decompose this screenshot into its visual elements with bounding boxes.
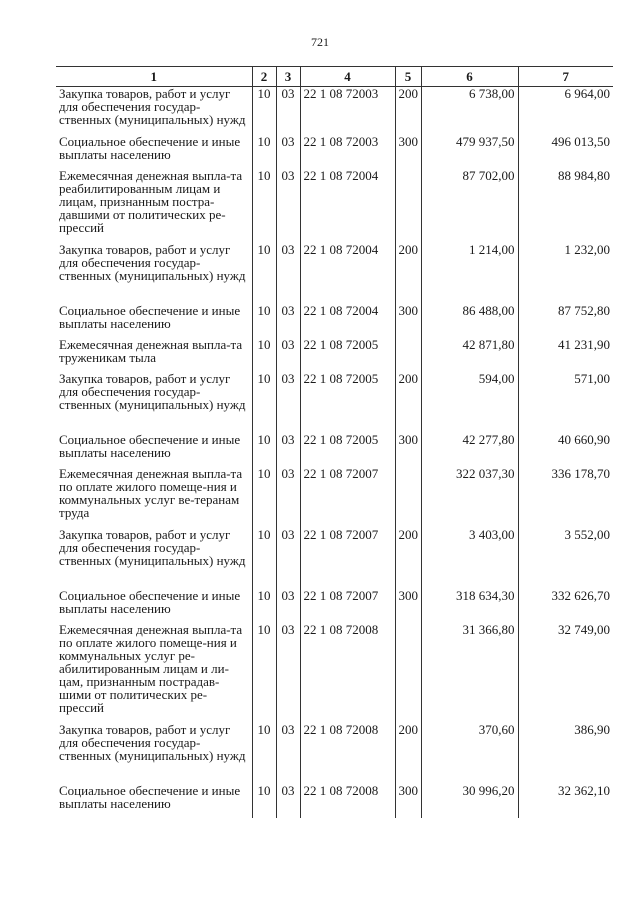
row-subsection: 03 [276,528,300,589]
row-name: Ежемесячная денежная выпла-та по оплате жилого помеще-ния и коммунальных услуг ре-абилитированным лицам и ли-цам, признанным пострадав-шими от политических ре-прессий [59,622,243,715]
row-amount-1: 42 277,80 [421,433,518,467]
row-section: 10 [252,467,276,528]
row-amount-1: 370,60 [421,723,518,784]
row-amount-1: 318 634,30 [421,589,518,623]
row-subsection: 03 [276,338,300,372]
row-name: Ежемесячная денежная выпла-та по оплате жилого помеще-ния и коммунальных услуг ве-теранам труда [59,466,243,520]
table-row [56,528,613,589]
row-name: Закупка товаров, работ и услуг для обеспечения государ-ственных (муниципальных) нужд [59,86,246,127]
page-number: 721 [311,35,329,49]
row-expense-type: 200 [395,372,421,433]
header-col-5: 5 [395,67,421,87]
row-name: Социальное обеспечение и иные выплаты населению [59,134,241,162]
row-expense-type: 300 [395,433,421,467]
row-expense-type: 200 [395,528,421,589]
row-target-code: 22 1 08 72008 [300,784,395,818]
table-row [56,784,613,818]
row-amount-1: 322 037,30 [421,467,518,528]
row-name: Социальное обеспечение и иные выплаты населению [59,432,241,460]
row-target-code: 22 1 08 72004 [300,304,395,338]
row-target-code: 22 1 08 72005 [300,338,395,372]
row-amount-2: 40 660,90 [518,433,613,467]
header-col-4: 4 [300,67,395,87]
row-target-code: 22 1 08 72003 [300,135,395,169]
row-expense-type: 300 [395,784,421,818]
row-target-code: 22 1 08 72007 [300,528,395,589]
header-col-1: 1 [56,67,252,87]
row-amount-2: 32 749,00 [518,623,613,723]
row-target-code: 22 1 08 72008 [300,723,395,784]
row-section: 10 [252,169,276,243]
row-name: Социальное обеспечение и иные выплаты населению [59,303,241,331]
row-target-code: 22 1 08 72007 [300,467,395,528]
row-name: Ежемесячная денежная выпла-та реабилитированным лицам и лицам, признанным постра-давшими от политических ре-прессий [59,168,243,235]
row-section: 10 [252,135,276,169]
row-name: Закупка товаров, работ и услуг для обеспечения государ-ственных (муниципальных) нужд [59,371,246,412]
table-row [56,243,613,304]
row-amount-1: 87 702,00 [421,169,518,243]
row-target-code: 22 1 08 72005 [300,433,395,467]
row-subsection: 03 [276,433,300,467]
row-amount-2: 336 178,70 [518,467,613,528]
budget-table [56,66,613,818]
row-amount-1: 3 403,00 [421,528,518,589]
table-row [56,135,613,169]
row-amount-2: 3 552,00 [518,528,613,589]
row-amount-2: 41 231,90 [518,338,613,372]
row-section: 10 [252,723,276,784]
row-expense-type: 200 [395,723,421,784]
table-row [56,467,613,528]
row-subsection: 03 [276,372,300,433]
header-col-2: 2 [252,67,276,87]
row-target-code: 22 1 08 72007 [300,589,395,623]
row-subsection: 03 [276,304,300,338]
table-header [56,67,613,87]
row-subsection: 03 [276,467,300,528]
row-amount-1: 6 738,00 [421,87,518,135]
row-name: Социальное обеспечение и иные выплаты населению [59,783,241,811]
row-expense-type [395,338,421,372]
row-name: Закупка товаров, работ и услуг для обеспечения государ-ственных (муниципальных) нужд [59,722,246,763]
row-subsection: 03 [276,589,300,623]
row-target-code: 22 1 08 72005 [300,372,395,433]
header-col-3: 3 [276,67,300,87]
row-subsection: 03 [276,135,300,169]
row-amount-1: 594,00 [421,372,518,433]
row-expense-type [395,623,421,723]
header-col-7: 7 [518,67,613,87]
row-subsection: 03 [276,723,300,784]
row-amount-1: 86 488,00 [421,304,518,338]
row-expense-type: 200 [395,87,421,135]
row-target-code: 22 1 08 72004 [300,243,395,304]
row-amount-2: 6 964,00 [518,87,613,135]
row-section: 10 [252,784,276,818]
row-amount-2: 88 984,80 [518,169,613,243]
table-body [56,87,613,818]
row-name: Социальное обеспечение и иные выплаты населению [59,588,241,616]
table-row [56,338,613,372]
row-expense-type: 200 [395,243,421,304]
row-section: 10 [252,304,276,338]
row-amount-2: 571,00 [518,372,613,433]
row-subsection: 03 [276,169,300,243]
row-amount-1: 42 871,80 [421,338,518,372]
row-amount-2: 386,90 [518,723,613,784]
row-subsection: 03 [276,243,300,304]
row-amount-1: 1 214,00 [421,243,518,304]
row-section: 10 [252,87,276,135]
row-target-code: 22 1 08 72003 [300,87,395,135]
row-subsection: 03 [276,784,300,818]
table-row [56,169,613,243]
row-name: Закупка товаров, работ и услуг для обеспечения государ-ственных (муниципальных) нужд [59,527,246,568]
row-expense-type [395,467,421,528]
row-section: 10 [252,528,276,589]
row-expense-type [395,169,421,243]
row-amount-2: 1 232,00 [518,243,613,304]
row-section: 10 [252,338,276,372]
row-target-code: 22 1 08 72008 [300,623,395,723]
row-expense-type: 300 [395,304,421,338]
table-row [56,723,613,784]
table-row [56,623,613,723]
row-target-code: 22 1 08 72004 [300,169,395,243]
row-amount-2: 332 626,70 [518,589,613,623]
row-section: 10 [252,623,276,723]
row-section: 10 [252,243,276,304]
row-section: 10 [252,589,276,623]
table-row [56,304,613,338]
row-section: 10 [252,433,276,467]
row-expense-type: 300 [395,589,421,623]
row-amount-2: 87 752,80 [518,304,613,338]
row-amount-1: 31 366,80 [421,623,518,723]
row-expense-type: 300 [395,135,421,169]
row-section: 10 [252,372,276,433]
row-subsection: 03 [276,87,300,135]
table-row [56,372,613,433]
header-row [56,67,613,87]
table-row [56,589,613,623]
row-amount-1: 30 996,20 [421,784,518,818]
row-amount-1: 479 937,50 [421,135,518,169]
table-row [56,433,613,467]
row-name: Закупка товаров, работ и услуг для обеспечения государ-ственных (муниципальных) нужд [59,242,246,283]
header-col-6: 6 [421,67,518,87]
row-amount-2: 32 362,10 [518,784,613,818]
row-name: Ежемесячная денежная выпла-та труженикам тыла [59,337,243,365]
table-row [56,87,613,135]
row-amount-2: 496 013,50 [518,135,613,169]
row-subsection: 03 [276,623,300,723]
